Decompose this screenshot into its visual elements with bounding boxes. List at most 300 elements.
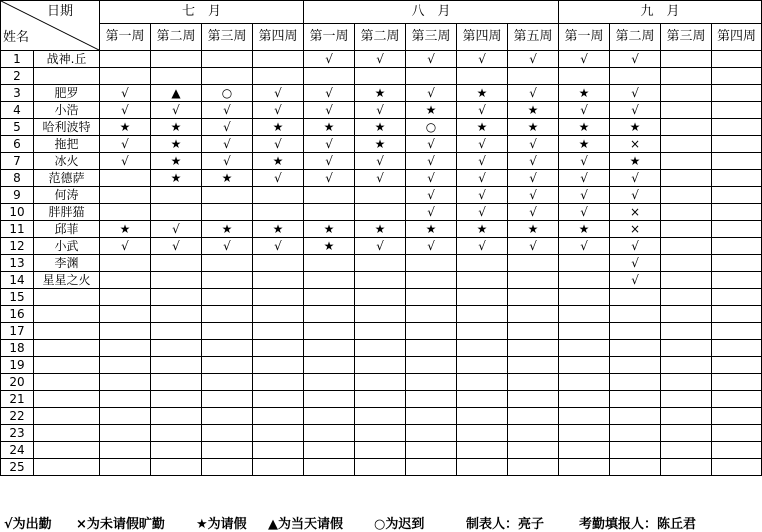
attendance-cell xyxy=(661,459,712,476)
attendance-cell xyxy=(559,340,610,357)
attendance-cell xyxy=(202,340,253,357)
attendance-cell xyxy=(559,68,610,85)
attendance-cell xyxy=(559,391,610,408)
attendance-cell xyxy=(610,425,661,442)
attendance-cell xyxy=(457,68,508,85)
attendance-cell xyxy=(712,204,762,221)
attendance-cell: ○ xyxy=(202,85,253,102)
attendance-cell xyxy=(712,306,762,323)
attendance-cell xyxy=(355,374,406,391)
attendance-cell xyxy=(661,119,712,136)
attendance-cell xyxy=(202,68,253,85)
attendance-cell xyxy=(355,68,406,85)
attendance-cell xyxy=(661,85,712,102)
attendance-cell: ★ xyxy=(457,119,508,136)
table-row xyxy=(1,204,762,221)
attendance-cell xyxy=(508,289,559,306)
attendance-cell xyxy=(508,272,559,289)
attendance-cell xyxy=(253,272,304,289)
attendance-cell xyxy=(661,68,712,85)
attendance-cell xyxy=(151,374,202,391)
attendance-cell: √ xyxy=(304,136,355,153)
attendance-cell xyxy=(406,272,457,289)
month-header: 七 月 xyxy=(100,1,304,24)
attendance-cell: √ xyxy=(202,136,253,153)
attendance-cell xyxy=(712,238,762,255)
attendance-cell xyxy=(253,357,304,374)
week-header: 第四周 xyxy=(253,24,304,51)
attendance-cell: √ xyxy=(304,153,355,170)
member-name: 拖把 xyxy=(34,136,100,153)
row-number: 16 xyxy=(1,306,34,323)
member-name: 星星之火 xyxy=(34,272,100,289)
attendance-cell xyxy=(712,357,762,374)
attendance-cell xyxy=(712,170,762,187)
attendance-cell: √ xyxy=(355,51,406,68)
attendance-cell xyxy=(610,68,661,85)
attendance-cell xyxy=(202,323,253,340)
table-row xyxy=(1,119,762,136)
attendance-cell xyxy=(508,459,559,476)
attendance-cell xyxy=(253,255,304,272)
attendance-cell: √ xyxy=(406,136,457,153)
attendance-cell: √ xyxy=(100,85,151,102)
attendance-cell xyxy=(304,272,355,289)
attendance-cell: √ xyxy=(253,136,304,153)
attendance-cell xyxy=(304,340,355,357)
attendance-cell xyxy=(610,442,661,459)
attendance-cell xyxy=(610,374,661,391)
attendance-cell xyxy=(355,357,406,374)
member-name: 何涛 xyxy=(34,187,100,204)
table-row xyxy=(1,68,762,85)
attendance-cell: √ xyxy=(508,85,559,102)
row-number: 20 xyxy=(1,374,34,391)
week-header: 第二周 xyxy=(151,24,202,51)
attendance-cell: ★ xyxy=(355,136,406,153)
attendance-cell xyxy=(151,187,202,204)
attendance-cell: √ xyxy=(253,102,304,119)
table-row xyxy=(1,442,762,459)
attendance-cell xyxy=(559,306,610,323)
attendance-cell: ★ xyxy=(151,170,202,187)
attendance-cell xyxy=(508,374,559,391)
member-name xyxy=(34,357,100,374)
attendance-cell xyxy=(253,374,304,391)
week-header: 第二周 xyxy=(355,24,406,51)
row-number: 19 xyxy=(1,357,34,374)
attendance-cell: √ xyxy=(559,170,610,187)
attendance-cell: ★ xyxy=(355,221,406,238)
row-number: 25 xyxy=(1,459,34,476)
table-row xyxy=(1,255,762,272)
attendance-cell: ★ xyxy=(355,85,406,102)
legend-same-day-leave: ▲为当天请假 xyxy=(268,517,343,532)
attendance-cell: ★ xyxy=(304,238,355,255)
attendance-cell: √ xyxy=(202,119,253,136)
attendance-cell: ▲ xyxy=(151,85,202,102)
attendance-cell xyxy=(151,51,202,68)
attendance-cell xyxy=(100,357,151,374)
attendance-cell xyxy=(661,238,712,255)
week-header: 第三周 xyxy=(202,24,253,51)
attendance-cell: √ xyxy=(508,238,559,255)
attendance-cell xyxy=(151,272,202,289)
attendance-cell: √ xyxy=(559,51,610,68)
attendance-cell xyxy=(661,153,712,170)
attendance-cell xyxy=(559,374,610,391)
attendance-cell: √ xyxy=(457,102,508,119)
attendance-cell xyxy=(457,340,508,357)
row-number: 22 xyxy=(1,408,34,425)
attendance-cell xyxy=(610,408,661,425)
row-number: 9 xyxy=(1,187,34,204)
month-header: 八 月 xyxy=(304,1,559,24)
attendance-cell xyxy=(202,289,253,306)
row-number: 6 xyxy=(1,136,34,153)
attendance-cell xyxy=(202,187,253,204)
table-row xyxy=(1,289,762,306)
attendance-cell xyxy=(100,306,151,323)
attendance-cell: √ xyxy=(253,170,304,187)
attendance-cell xyxy=(712,459,762,476)
attendance-cell xyxy=(253,408,304,425)
attendance-cell xyxy=(610,289,661,306)
attendance-cell xyxy=(457,391,508,408)
attendance-cell xyxy=(202,51,253,68)
attendance-cell xyxy=(202,391,253,408)
attendance-cell xyxy=(457,459,508,476)
attendance-cell xyxy=(712,289,762,306)
table-row xyxy=(1,85,762,102)
attendance-cell: ★ xyxy=(559,221,610,238)
attendance-cell xyxy=(661,272,712,289)
member-name: 肥罗 xyxy=(34,85,100,102)
attendance-cell xyxy=(100,187,151,204)
attendance-cell xyxy=(304,204,355,221)
attendance-cell xyxy=(406,442,457,459)
legend-present: √为出勤 xyxy=(4,517,52,532)
attendance-cell: ★ xyxy=(100,119,151,136)
attendance-cell xyxy=(406,68,457,85)
attendance-cell xyxy=(202,425,253,442)
attendance-cell xyxy=(100,442,151,459)
attendance-cell xyxy=(100,374,151,391)
attendance-cell xyxy=(457,374,508,391)
attendance-cell xyxy=(610,340,661,357)
member-name: 小浩 xyxy=(34,102,100,119)
attendance-cell xyxy=(712,323,762,340)
attendance-cell xyxy=(202,442,253,459)
table-row xyxy=(1,459,762,476)
attendance-cell xyxy=(304,391,355,408)
attendance-cell: √ xyxy=(253,85,304,102)
attendance-cell: √ xyxy=(457,153,508,170)
attendance-cell xyxy=(253,306,304,323)
row-number: 17 xyxy=(1,323,34,340)
attendance-cell xyxy=(508,391,559,408)
week-header: 第四周 xyxy=(712,24,762,51)
row-number: 24 xyxy=(1,442,34,459)
attendance-cell xyxy=(100,289,151,306)
attendance-cell: √ xyxy=(508,204,559,221)
attendance-cell xyxy=(253,340,304,357)
attendance-cell xyxy=(508,442,559,459)
attendance-cell xyxy=(457,255,508,272)
member-name xyxy=(34,289,100,306)
attendance-cell xyxy=(355,204,406,221)
attendance-cell xyxy=(304,425,355,442)
attendance-cell xyxy=(406,306,457,323)
attendance-cell xyxy=(712,51,762,68)
month-header: 九 月 xyxy=(559,1,762,24)
attendance-cell xyxy=(100,323,151,340)
row-number: 11 xyxy=(1,221,34,238)
attendance-cell xyxy=(559,459,610,476)
table-row xyxy=(1,187,762,204)
attendance-cell xyxy=(100,425,151,442)
attendance-cell xyxy=(508,255,559,272)
attendance-cell: √ xyxy=(457,51,508,68)
attendance-cell xyxy=(661,255,712,272)
legend-late: ○为迟到 xyxy=(374,517,425,532)
table-row xyxy=(1,306,762,323)
row-number: 13 xyxy=(1,255,34,272)
attendance-cell: √ xyxy=(151,221,202,238)
attendance-cell: ★ xyxy=(610,153,661,170)
attendance-cell xyxy=(712,119,762,136)
member-name: 胖胖猫 xyxy=(34,204,100,221)
table-row xyxy=(1,238,762,255)
row-number: 5 xyxy=(1,119,34,136)
week-header: 第一周 xyxy=(559,24,610,51)
attendance-cell: ★ xyxy=(304,119,355,136)
attendance-cell xyxy=(202,306,253,323)
attendance-cell xyxy=(712,68,762,85)
attendance-cell xyxy=(151,289,202,306)
attendance-cell xyxy=(712,272,762,289)
attendance-cell: ★ xyxy=(253,153,304,170)
attendance-cell xyxy=(304,357,355,374)
attendance-cell xyxy=(457,425,508,442)
attendance-cell: ★ xyxy=(355,119,406,136)
attendance-cell xyxy=(661,221,712,238)
attendance-cell xyxy=(712,340,762,357)
attendance-cell: √ xyxy=(304,51,355,68)
attendance-cell xyxy=(202,408,253,425)
attendance-cell xyxy=(406,459,457,476)
attendance-cell xyxy=(151,323,202,340)
attendance-cell xyxy=(253,442,304,459)
attendance-cell xyxy=(661,391,712,408)
attendance-cell xyxy=(661,374,712,391)
attendance-cell xyxy=(661,136,712,153)
attendance-cell xyxy=(151,255,202,272)
member-name: 哈利波特 xyxy=(34,119,100,136)
attendance-cell xyxy=(508,425,559,442)
attendance-cell xyxy=(661,340,712,357)
attendance-cell xyxy=(100,68,151,85)
attendance-cell: ★ xyxy=(253,221,304,238)
attendance-cell: √ xyxy=(610,85,661,102)
attendance-cell: ★ xyxy=(610,119,661,136)
member-name: 邱菲 xyxy=(34,221,100,238)
attendance-cell xyxy=(712,425,762,442)
table-row xyxy=(1,425,762,442)
legend-leave: ★为请假 xyxy=(196,517,247,532)
attendance-cell xyxy=(712,391,762,408)
table-row xyxy=(1,408,762,425)
member-name: 范德萨 xyxy=(34,170,100,187)
attendance-cell: ★ xyxy=(406,221,457,238)
attendance-cell xyxy=(355,323,406,340)
attendance-cell: √ xyxy=(253,238,304,255)
attendance-cell xyxy=(712,153,762,170)
attendance-cell xyxy=(712,102,762,119)
attendance-cell xyxy=(559,425,610,442)
attendance-cell xyxy=(355,187,406,204)
attendance-cell xyxy=(661,204,712,221)
attendance-cell: √ xyxy=(508,170,559,187)
attendance-cell xyxy=(559,408,610,425)
attendance-cell xyxy=(712,442,762,459)
table-row xyxy=(1,102,762,119)
attendance-cell xyxy=(457,408,508,425)
attendance-cell xyxy=(406,374,457,391)
attendance-cell: √ xyxy=(610,170,661,187)
attendance-cell: √ xyxy=(304,102,355,119)
member-name: 战神.丘 xyxy=(34,51,100,68)
attendance-cell xyxy=(661,306,712,323)
attendance-cell: ★ xyxy=(559,119,610,136)
attendance-cell: √ xyxy=(406,153,457,170)
week-header: 第三周 xyxy=(661,24,712,51)
attendance-cell xyxy=(559,272,610,289)
week-header: 第二周 xyxy=(610,24,661,51)
attendance-cell xyxy=(202,374,253,391)
attendance-cell: √ xyxy=(355,153,406,170)
attendance-cell: √ xyxy=(610,51,661,68)
attendance-cell: ★ xyxy=(202,221,253,238)
attendance-cell: ★ xyxy=(304,221,355,238)
attendance-cell xyxy=(355,425,406,442)
attendance-cell xyxy=(406,340,457,357)
header-date-name-cell xyxy=(1,1,100,51)
attendance-cell xyxy=(355,306,406,323)
attendance-cell: ★ xyxy=(100,221,151,238)
attendance-cell xyxy=(406,408,457,425)
attendance-cell xyxy=(151,408,202,425)
table-row xyxy=(1,153,762,170)
attendance-cell: √ xyxy=(100,136,151,153)
attendance-cell xyxy=(661,425,712,442)
table-row xyxy=(1,374,762,391)
member-name xyxy=(34,306,100,323)
attendance-cell: √ xyxy=(100,102,151,119)
attendance-cell xyxy=(559,442,610,459)
attendance-cell: √ xyxy=(406,170,457,187)
attendance-cell xyxy=(457,306,508,323)
attendance-cell xyxy=(508,357,559,374)
attendance-cell xyxy=(202,272,253,289)
legend-reporter: 考勤填报人：陈丘君 xyxy=(579,517,697,532)
member-name xyxy=(34,408,100,425)
attendance-cell: √ xyxy=(406,187,457,204)
attendance-cell xyxy=(253,425,304,442)
attendance-cell xyxy=(151,391,202,408)
member-name xyxy=(34,425,100,442)
attendance-cell xyxy=(406,391,457,408)
week-header: 第四周 xyxy=(457,24,508,51)
attendance-cell xyxy=(559,289,610,306)
attendance-cell xyxy=(508,306,559,323)
member-name: 小武 xyxy=(34,238,100,255)
attendance-cell xyxy=(712,136,762,153)
attendance-cell xyxy=(355,272,406,289)
row-number: 21 xyxy=(1,391,34,408)
attendance-cell xyxy=(406,289,457,306)
attendance-cell xyxy=(304,459,355,476)
legend-maker: 制表人：亮子 xyxy=(466,517,545,532)
attendance-cell xyxy=(151,306,202,323)
attendance-cell: √ xyxy=(457,170,508,187)
attendance-cell xyxy=(304,187,355,204)
attendance-cell xyxy=(100,51,151,68)
member-name xyxy=(34,323,100,340)
attendance-cell xyxy=(100,340,151,357)
attendance-cell: √ xyxy=(355,102,406,119)
attendance-cell xyxy=(559,255,610,272)
attendance-cell: √ xyxy=(304,85,355,102)
attendance-cell: × xyxy=(610,221,661,238)
attendance-cell xyxy=(610,323,661,340)
attendance-cell: √ xyxy=(457,136,508,153)
attendance-cell xyxy=(712,187,762,204)
row-number: 10 xyxy=(1,204,34,221)
attendance-cell xyxy=(712,221,762,238)
row-number: 2 xyxy=(1,68,34,85)
attendance-cell xyxy=(151,442,202,459)
attendance-cell xyxy=(661,102,712,119)
attendance-cell: √ xyxy=(151,238,202,255)
attendance-cell xyxy=(304,289,355,306)
table-row xyxy=(1,51,762,68)
week-header: 第三周 xyxy=(406,24,457,51)
attendance-cell: ★ xyxy=(151,119,202,136)
row-number: 7 xyxy=(1,153,34,170)
attendance-cell xyxy=(100,170,151,187)
attendance-cell xyxy=(661,170,712,187)
attendance-cell: √ xyxy=(202,153,253,170)
attendance-cell: ★ xyxy=(202,170,253,187)
attendance-cell xyxy=(457,323,508,340)
attendance-cell: ★ xyxy=(559,85,610,102)
attendance-cell xyxy=(355,391,406,408)
legend-absent: ×为未请假旷勤 xyxy=(76,517,165,532)
attendance-cell xyxy=(712,408,762,425)
attendance-cell xyxy=(661,187,712,204)
attendance-cell xyxy=(559,357,610,374)
table-row xyxy=(1,357,762,374)
attendance-cell xyxy=(202,459,253,476)
member-name xyxy=(34,442,100,459)
table-row xyxy=(1,340,762,357)
week-header: 第五周 xyxy=(508,24,559,51)
attendance-cell: √ xyxy=(508,153,559,170)
attendance-cell: ★ xyxy=(457,221,508,238)
attendance-cell xyxy=(355,340,406,357)
attendance-cell xyxy=(253,51,304,68)
